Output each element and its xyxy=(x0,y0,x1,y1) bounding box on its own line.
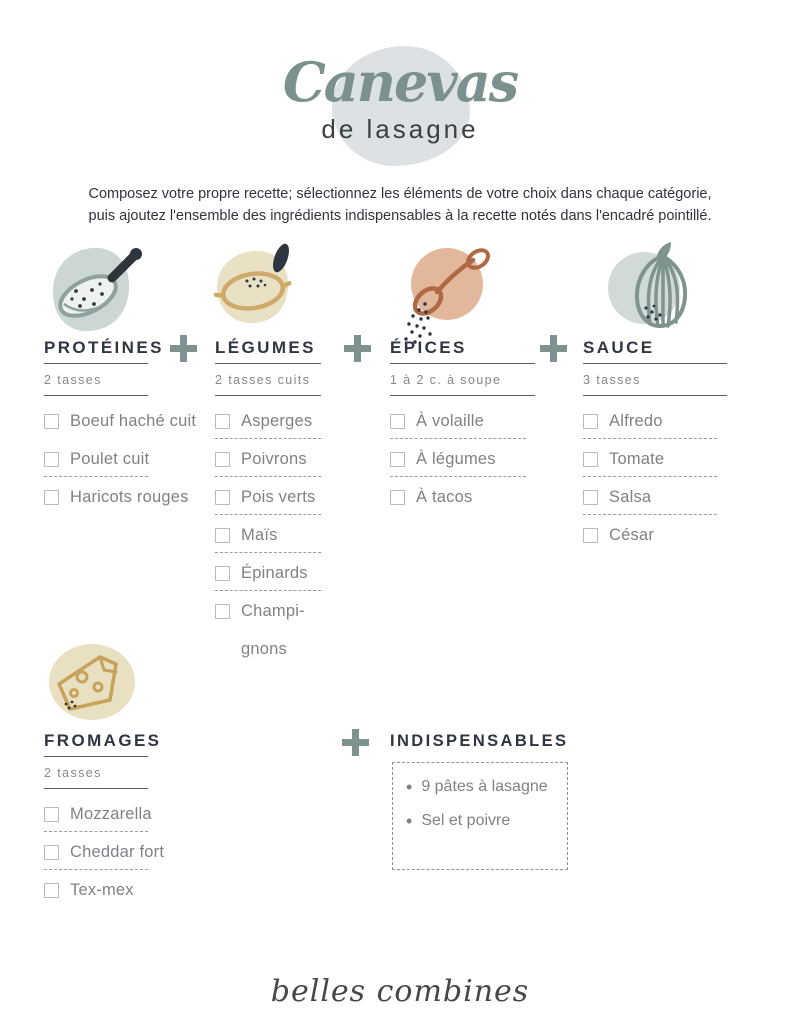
intro-text xyxy=(0,183,800,227)
item-checkbox[interactable] xyxy=(44,807,59,822)
item-checkbox[interactable] xyxy=(44,845,59,860)
category-list-proteines xyxy=(44,402,196,516)
checklist-item xyxy=(44,440,196,478)
bullet-icon: • xyxy=(406,777,413,797)
category-quantity: 2 tasses cuits xyxy=(215,364,321,396)
write-in-dash-line xyxy=(215,514,321,515)
category-list-legumes xyxy=(215,402,315,668)
checklist-item xyxy=(215,402,315,440)
lemon-icon xyxy=(213,243,305,329)
write-in-dash-line xyxy=(390,438,526,439)
write-in-dash-line xyxy=(583,514,717,515)
item-checkbox[interactable] xyxy=(44,490,59,505)
item-label: Haricots rouges xyxy=(70,487,189,506)
cheese-icon xyxy=(46,642,142,724)
item-label: À tacos xyxy=(416,487,473,506)
indispensables-title: INDISPENSABLES xyxy=(390,732,569,750)
item-checkbox[interactable] xyxy=(390,452,405,467)
category-quantity: 2 tasses xyxy=(44,757,148,789)
item-label: gnons xyxy=(241,639,287,658)
item-label: Mozzarella xyxy=(70,804,152,823)
category-quantity: 2 tasses xyxy=(44,364,148,396)
category-header-sauce xyxy=(583,338,727,396)
item-label: Salsa xyxy=(609,487,652,506)
checklist-item xyxy=(390,478,496,516)
item-label: Asperges xyxy=(241,411,313,430)
checklist-item xyxy=(583,516,664,554)
category-quantity: 3 tasses xyxy=(583,364,727,396)
item-label: Tex-mex xyxy=(70,880,134,899)
category-header-fromages xyxy=(44,731,162,789)
plus-icon xyxy=(344,335,371,362)
checklist-item xyxy=(215,478,315,516)
write-in-dash-line xyxy=(44,869,148,870)
item-checkbox[interactable] xyxy=(215,452,230,467)
item-label: Tomate xyxy=(609,449,665,468)
intro-line-2: puis ajoutez l'ensemble des ingrédients indispensables à la recette notés dans l'encadré pointillé. xyxy=(88,208,712,224)
item-checkbox[interactable] xyxy=(44,883,59,898)
checklist-item-continuation xyxy=(215,630,315,668)
page-title: Canevas xyxy=(282,50,518,114)
item-label: À volaille xyxy=(416,411,485,430)
write-in-dash-line xyxy=(215,438,321,439)
item-label: Cheddar fort xyxy=(70,842,165,861)
checklist-item xyxy=(583,478,664,516)
category-title: PROTÉINES xyxy=(44,338,148,364)
category-header-epices xyxy=(390,338,535,396)
indispensable-item xyxy=(406,810,567,832)
write-in-dash-line xyxy=(44,476,148,477)
item-label: Épinards xyxy=(241,563,308,582)
item-label: À légumes xyxy=(416,449,496,468)
item-checkbox[interactable] xyxy=(583,452,598,467)
plus-icon xyxy=(170,335,197,362)
indispensable-label: 9 pâtes à lasagne xyxy=(421,778,548,795)
write-in-dash-line xyxy=(583,438,717,439)
item-label: Boeuf haché cuit xyxy=(70,411,197,430)
plus-icon xyxy=(342,729,369,756)
item-checkbox[interactable] xyxy=(390,490,405,505)
plus-icon xyxy=(540,335,567,362)
item-label: Poulet cuit xyxy=(70,449,150,468)
item-checkbox[interactable] xyxy=(583,490,598,505)
write-in-dash-line xyxy=(215,590,321,591)
bullet-icon: • xyxy=(406,811,413,831)
category-list-fromages xyxy=(44,795,164,909)
checklist-item xyxy=(215,554,315,592)
category-title: SAUCE xyxy=(583,338,727,364)
checklist-item xyxy=(390,440,496,478)
onion-icon xyxy=(602,240,712,332)
item-checkbox[interactable] xyxy=(44,452,59,467)
item-checkbox[interactable] xyxy=(215,604,230,619)
checklist-item xyxy=(44,402,196,440)
checklist-item xyxy=(44,795,164,833)
spice-spoon-icon xyxy=(395,246,495,344)
category-quantity: 1 à 2 c. à soupe xyxy=(390,364,535,396)
checklist-item xyxy=(44,833,164,871)
category-title: LÉGUMES xyxy=(215,338,321,364)
checklist-item xyxy=(583,440,664,478)
write-in-dash-line xyxy=(215,552,321,553)
category-list-sauce xyxy=(583,402,664,554)
item-label: Poivrons xyxy=(241,449,307,468)
category-header-legumes xyxy=(215,338,321,396)
page-subtitle: de lasagne xyxy=(321,114,479,144)
item-checkbox[interactable] xyxy=(44,414,59,429)
checklist-item xyxy=(44,871,164,909)
item-label: Champi- xyxy=(241,601,305,620)
intro-line-1: Composez votre propre recette; sélectionnez les éléments de votre choix dans chaque catégorie, xyxy=(88,186,712,202)
category-title: FROMAGES xyxy=(44,731,148,757)
write-in-dash-line xyxy=(583,476,717,477)
item-checkbox[interactable] xyxy=(215,528,230,543)
item-checkbox[interactable] xyxy=(583,414,598,429)
item-label: Alfredo xyxy=(609,411,663,430)
checklist-item xyxy=(390,402,496,440)
item-checkbox[interactable] xyxy=(215,566,230,581)
checklist-item xyxy=(215,440,315,478)
item-label: César xyxy=(609,525,655,544)
meat-spoon-icon xyxy=(50,244,150,336)
write-in-dash-line xyxy=(44,831,148,832)
checklist-item xyxy=(44,478,196,516)
write-in-dash-line xyxy=(390,476,526,477)
item-label: Pois verts xyxy=(241,487,316,506)
indispensable-label: Sel et poivre xyxy=(421,812,511,829)
item-checkbox[interactable] xyxy=(390,414,405,429)
item-checkbox[interactable] xyxy=(215,490,230,505)
checklist-item xyxy=(215,592,315,630)
brand-logo: belles combines xyxy=(270,974,530,1009)
item-label: Maïs xyxy=(241,525,278,544)
category-title: ÉPICES xyxy=(390,338,535,364)
item-checkbox[interactable] xyxy=(215,414,230,429)
write-in-dash-line xyxy=(215,476,321,477)
category-header-proteines xyxy=(44,338,164,396)
indispensables-box xyxy=(392,762,568,870)
checklist-item xyxy=(583,402,664,440)
category-list-epices xyxy=(390,402,496,516)
checklist-item xyxy=(215,516,315,554)
indispensable-item xyxy=(406,776,567,798)
item-checkbox[interactable] xyxy=(583,528,598,543)
